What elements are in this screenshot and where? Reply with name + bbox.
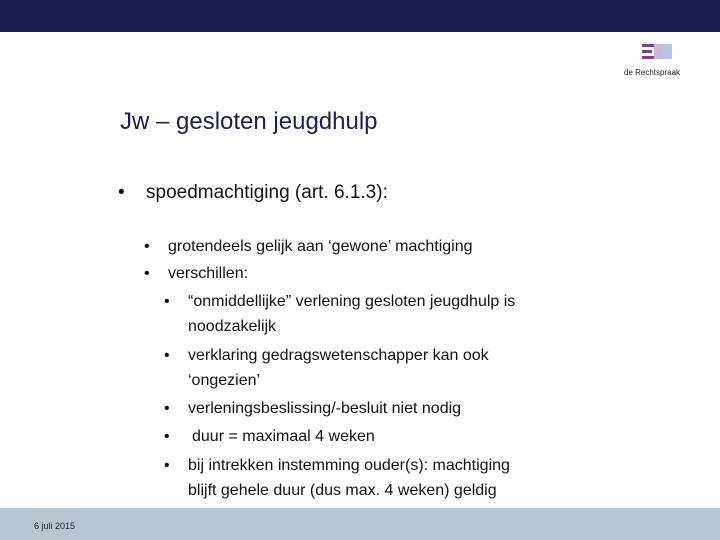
rechtspraak-logo <box>624 42 696 82</box>
bullet-dot: • <box>164 400 170 417</box>
bullet-intrekken-line1: bij intrekken instemming ouder(s): machtiging <box>188 457 510 474</box>
bullet-dot: • <box>164 347 170 364</box>
top-banner <box>0 0 720 32</box>
bullet-onmiddellijke-line1: “onmiddellijke” verlening gesloten jeugdhulp is <box>188 293 516 310</box>
bullet-dot: • <box>164 428 170 445</box>
logo-text: de Rechtspraak <box>624 68 681 77</box>
bullet-verschillen: verschillen: <box>168 265 249 282</box>
bullet-onmiddellijke-line2: noodzakelijk <box>188 318 277 335</box>
bullet-dot: • <box>164 457 170 474</box>
bullet-dot: • <box>164 293 170 310</box>
bullet-dot: • <box>118 182 125 203</box>
bullet-dot: • <box>144 265 150 282</box>
bullet-verklaring-line1: verklaring gedragswetenschapper kan ook <box>188 347 489 364</box>
bullet-verklaring-line2: ‘ongezien’ <box>188 372 261 389</box>
logo-mark-icon <box>642 42 676 66</box>
bullet-spoedmachtiging: spoedmachtiging (art. 6.1.3): <box>146 182 388 203</box>
bullet-intrekken-line2: blijft gehele duur (dus max. 4 weken) geldig <box>188 482 497 499</box>
bottom-banner <box>0 508 720 540</box>
bullet-grotendeels: grotendeels gelijk aan ‘gewone’ machtiging <box>168 238 473 255</box>
bullet-dot: • <box>144 238 150 255</box>
bullet-duur: duur = maximaal 4 weken <box>192 428 375 445</box>
footer-date: 6 juli 2015 <box>34 521 76 531</box>
bullet-verleningsbeslissing: verleningsbeslissing/-besluit niet nodig <box>188 400 462 417</box>
slide-title: Jw – gesloten jeugdhulp <box>120 108 378 135</box>
